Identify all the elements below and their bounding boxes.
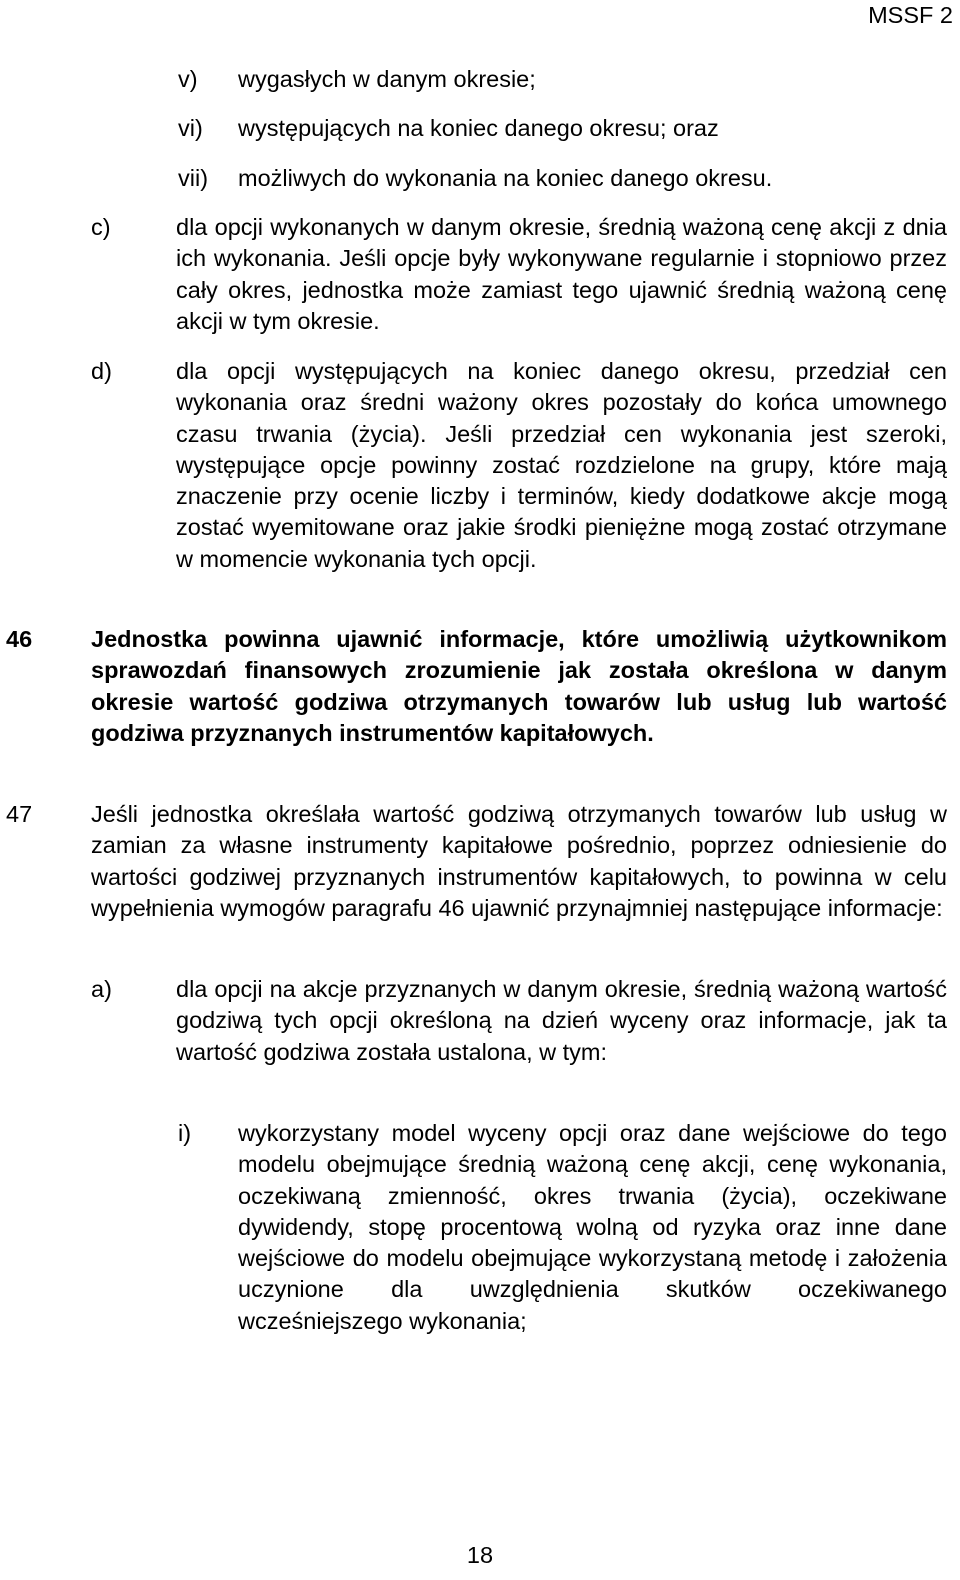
item-d-label: d): [91, 358, 112, 384]
list-item-text: występujących na koniec danego okresu; oraz: [238, 115, 719, 141]
item-c-label: c): [91, 214, 111, 240]
item-d-text: dla opcji występujących na koniec danego okresu, przedział cen wykonania oraz średni ważony okres pozostały do końca umownego czasu trwania (życia). Jeśli przedział cen wykonania jest szeroki, występujące opcje powinny zostać rozdzielone na grupy, które mają znaczenie przy ocenie liczby i terminów, kiedy dodatkowe akcje mogą zostać wyemitowane oraz jakie środki pieniężne mogą zostać otrzymane w momencie wykonania tych opcji.: [176, 358, 947, 572]
paragraph-47-number: 47: [6, 801, 33, 827]
paragraph-47-text: Jeśli jednostka określała wartość godziwą otrzymanych towarów lub usług w zamian za własne instrumenty kapitałowe pośrednio, poprzez odniesienie do wartości godziwej przyznanych instrumentów kapitałowych, to powinna w celu wypełnienia wymogów paragrafu 46 ujawnić przynajmniej następujące informacje:: [91, 801, 947, 921]
page-header: MSSF 2: [868, 2, 953, 28]
item-a-i-text: wykorzystany model wyceny opcji oraz dane wejściowe do tego modelu obejmujące średnią ważoną cenę akcji, cenę wykonania, oczekiwaną zmienność, okres trwania (życia), oczekiwane dywidendy, stopę procentową wolną od ryzyka oraz inne dane wejściowe do modelu obejmujące wykorzystaną metodę i założenia uczynione dla uwzględnienia skutków oczekiwanego wcześniejszego wykonania;: [238, 1120, 947, 1334]
list-item-label: vi): [178, 115, 203, 141]
item-c-text: dla opcji wykonanych w danym okresie, średnią ważoną cenę akcji z dnia ich wykonania. Jeśli opcje były wykonywane regularnie i stopniowo przez cały okres, jednostka może zamiast tego ujawnić średnią ważoną cenę akcji w tym okresie.: [176, 214, 947, 334]
paragraph-46-number: 46: [6, 626, 33, 652]
item-a-text: dla opcji na akcje przyznanych w danym okresie, średnią ważoną wartość godziwą tych opcji określoną na dzień wyceny oraz informacje, jak ta wartość godziwa została ustalona, w tym:: [176, 976, 947, 1065]
paragraph-46-text: Jednostka powinna ujawnić informacje, które umożliwią użytkownikom sprawozdań finansowych zrozumienie jak została określona w danym okresie wartość godziwa otrzymanych towarów lub usług lub wartość godziwa przyznanych instrumentów kapitałowych.: [91, 626, 947, 746]
item-a-label: a): [91, 976, 112, 1002]
list-item-label: vii): [178, 165, 209, 191]
list-item-text: wygasłych w danym okresie;: [238, 66, 536, 92]
list-item-label: v): [178, 66, 198, 92]
item-a-i-label: i): [178, 1120, 192, 1146]
list-item-text: możliwych do wykonania na koniec danego okresu.: [238, 165, 773, 191]
page-number: 18: [466, 1542, 494, 1568]
